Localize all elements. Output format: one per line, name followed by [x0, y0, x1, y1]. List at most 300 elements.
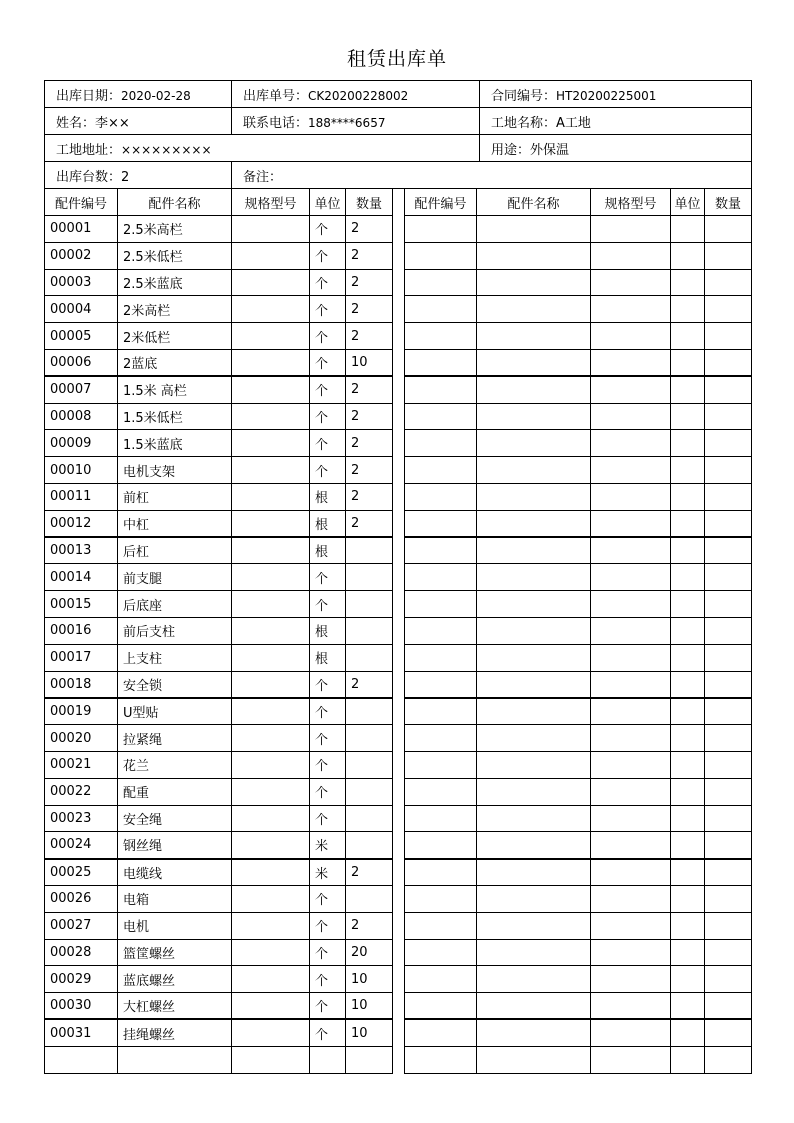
right-quantity-cell — [705, 725, 752, 752]
right-column-header-row — [405, 189, 752, 216]
items-table-left — [44, 188, 393, 1074]
right-unit-cell — [671, 644, 705, 671]
right-spec-model-cell — [591, 725, 671, 752]
right-part-code-cell — [405, 1019, 477, 1046]
left-quantity-cell — [346, 885, 393, 912]
left-part-name-cell: 安全锁 — [118, 671, 232, 698]
customer-name-cell — [45, 108, 232, 135]
right-unit-cell — [671, 778, 705, 805]
right-table-row — [405, 859, 752, 886]
left-spec-model-cell — [232, 751, 310, 778]
right-quantity-cell — [705, 805, 752, 832]
right-part-code-cell — [405, 832, 477, 859]
left-part-name-cell: 1.5米 高栏 — [118, 376, 232, 403]
left-part-name-cell: 2蓝底 — [118, 349, 232, 376]
right-spec-model-cell — [591, 859, 671, 886]
left-table-row — [45, 966, 393, 993]
phone-label: 联系电话： — [243, 115, 309, 131]
right-unit-cell — [671, 751, 705, 778]
left-unit-cell: 个 — [310, 805, 346, 832]
right-spec-model-cell — [591, 832, 671, 859]
left-spec-model-cell — [232, 966, 310, 993]
right-spec-model-cell — [591, 1019, 671, 1046]
left-spec-model-cell — [232, 457, 310, 484]
left-part-code-cell: 00008 — [45, 403, 118, 430]
right-unit-cell — [671, 216, 705, 243]
left-part-code-cell: 00019 — [45, 698, 118, 725]
left-quantity-cell: 2 — [346, 403, 393, 430]
left-header-quantity: 数量 — [346, 189, 393, 216]
right-part-name-cell — [477, 323, 591, 350]
document-title: 租赁出库单 — [346, 48, 447, 70]
left-quantity-cell: 2 — [346, 510, 393, 537]
right-part-code-cell — [405, 537, 477, 564]
right-part-code-cell — [405, 510, 477, 537]
right-table-row — [405, 805, 752, 832]
right-quantity-cell — [705, 216, 752, 243]
right-quantity-cell — [705, 1046, 752, 1073]
left-spec-model-cell — [232, 671, 310, 698]
site-name-label: 工地名称： — [491, 115, 557, 131]
right-unit-cell — [671, 242, 705, 269]
left-unit-cell: 个 — [310, 939, 346, 966]
left-spec-model-cell — [232, 832, 310, 859]
left-table-row — [45, 698, 393, 725]
left-table-row — [45, 349, 393, 376]
left-quantity-cell: 2 — [346, 671, 393, 698]
right-unit-cell — [671, 912, 705, 939]
right-part-name-cell — [477, 1019, 591, 1046]
right-header-unit: 单位 — [671, 189, 705, 216]
left-spec-model-cell — [232, 725, 310, 752]
right-quantity-cell — [705, 564, 752, 591]
right-part-code-cell — [405, 457, 477, 484]
left-part-name-cell: 2.5米高栏 — [118, 216, 232, 243]
left-table-row — [45, 805, 393, 832]
left-part-name-cell: 电机支架 — [118, 457, 232, 484]
right-spec-model-cell — [591, 805, 671, 832]
right-part-code-cell — [405, 403, 477, 430]
outbound-count-value: 2 — [121, 169, 130, 185]
left-quantity-cell — [346, 698, 393, 725]
right-table-row — [405, 671, 752, 698]
left-header-unit: 单位 — [310, 189, 346, 216]
left-part-name-cell: 后杠 — [118, 537, 232, 564]
left-part-code-cell: 00023 — [45, 805, 118, 832]
right-spec-model-cell — [591, 993, 671, 1020]
right-quantity-cell — [705, 349, 752, 376]
left-table-row — [45, 296, 393, 323]
right-part-code-cell — [405, 805, 477, 832]
left-spec-model-cell — [232, 269, 310, 296]
right-table-row — [405, 698, 752, 725]
right-quantity-cell — [705, 832, 752, 859]
left-part-name-cell: 电机 — [118, 912, 232, 939]
right-table-row — [405, 725, 752, 752]
right-table-row — [405, 510, 752, 537]
right-part-code-cell — [405, 912, 477, 939]
right-table-row — [405, 376, 752, 403]
left-spec-model-cell — [232, 564, 310, 591]
right-table-row — [405, 778, 752, 805]
left-table-row — [45, 591, 393, 618]
left-quantity-cell — [346, 751, 393, 778]
right-unit-cell — [671, 939, 705, 966]
left-unit-cell: 个 — [310, 564, 346, 591]
right-spec-model-cell — [591, 457, 671, 484]
right-part-name-cell — [477, 698, 591, 725]
customer-name-value: 李×× — [95, 115, 130, 131]
right-table-row — [405, 751, 752, 778]
right-part-name-cell — [477, 859, 591, 886]
left-unit-cell: 个 — [310, 216, 346, 243]
left-table-row — [45, 617, 393, 644]
right-spec-model-cell — [591, 376, 671, 403]
right-unit-cell — [671, 1046, 705, 1073]
left-table-row — [45, 430, 393, 457]
left-unit-cell: 个 — [310, 242, 346, 269]
left-part-code-cell: 00011 — [45, 483, 118, 510]
right-part-code-cell — [405, 725, 477, 752]
right-spec-model-cell — [591, 966, 671, 993]
right-table-row — [405, 993, 752, 1020]
left-unit-cell: 个 — [310, 993, 346, 1020]
left-spec-model-cell — [232, 644, 310, 671]
left-part-code-cell: 00012 — [45, 510, 118, 537]
site-address-label: 工地地址： — [56, 142, 122, 158]
left-unit-cell: 米 — [310, 832, 346, 859]
outbound-date-value: 2020-02-28 — [121, 88, 191, 103]
usage-value: 外保温 — [530, 142, 570, 158]
left-quantity-cell: 2 — [346, 912, 393, 939]
left-table-row — [45, 403, 393, 430]
left-quantity-cell: 2 — [346, 457, 393, 484]
outbound-date-label: 出库日期： — [56, 88, 122, 104]
left-table-row — [45, 483, 393, 510]
left-quantity-cell: 2 — [346, 296, 393, 323]
left-quantity-cell — [346, 725, 393, 752]
left-table-row — [45, 832, 393, 859]
left-spec-model-cell — [232, 323, 310, 350]
left-unit-cell: 个 — [310, 269, 346, 296]
right-unit-cell — [671, 966, 705, 993]
left-table-row — [45, 1046, 393, 1073]
phone-cell — [232, 108, 480, 135]
left-quantity-cell: 2 — [346, 483, 393, 510]
left-part-name-cell: 蓝底螺丝 — [118, 966, 232, 993]
right-part-name-cell — [477, 403, 591, 430]
right-part-name-cell — [477, 778, 591, 805]
left-quantity-cell: 2 — [346, 430, 393, 457]
right-table-row — [405, 591, 752, 618]
right-spec-model-cell — [591, 323, 671, 350]
left-unit-cell: 个 — [310, 778, 346, 805]
site-address-value: ××××××××× — [121, 142, 212, 157]
right-table-row — [405, 269, 752, 296]
right-unit-cell — [671, 403, 705, 430]
left-unit-cell: 根 — [310, 644, 346, 671]
left-quantity-cell — [346, 537, 393, 564]
right-unit-cell — [671, 859, 705, 886]
right-table-row — [405, 323, 752, 350]
right-spec-model-cell — [591, 296, 671, 323]
usage-cell — [480, 135, 752, 162]
right-part-name-cell — [477, 617, 591, 644]
right-unit-cell — [671, 349, 705, 376]
left-quantity-cell: 2 — [346, 269, 393, 296]
contract-number-label: 合同编号： — [491, 88, 557, 104]
left-part-code-cell: 00015 — [45, 591, 118, 618]
left-spec-model-cell — [232, 1019, 310, 1046]
left-part-code-cell: 00028 — [45, 939, 118, 966]
right-table-row — [405, 457, 752, 484]
right-quantity-cell — [705, 859, 752, 886]
contract-number-value: HT20200225001 — [556, 88, 657, 103]
left-table-row — [45, 912, 393, 939]
left-table-row — [45, 939, 393, 966]
right-quantity-cell — [705, 537, 752, 564]
right-unit-cell — [671, 725, 705, 752]
left-unit-cell: 个 — [310, 349, 346, 376]
left-table-row — [45, 537, 393, 564]
left-part-name-cell: 挂绳螺丝 — [118, 1019, 232, 1046]
right-part-code-cell — [405, 269, 477, 296]
right-spec-model-cell — [591, 617, 671, 644]
right-part-name-cell — [477, 939, 591, 966]
right-unit-cell — [671, 457, 705, 484]
right-table-row — [405, 242, 752, 269]
header-row-2 — [45, 108, 752, 135]
outbound-count-cell — [45, 162, 232, 189]
right-part-name-cell — [477, 591, 591, 618]
right-part-code-cell — [405, 939, 477, 966]
right-table-row — [405, 1046, 752, 1073]
right-unit-cell — [671, 376, 705, 403]
right-quantity-cell — [705, 617, 752, 644]
left-table-row — [45, 725, 393, 752]
right-part-name-cell — [477, 376, 591, 403]
left-spec-model-cell — [232, 483, 310, 510]
right-quantity-cell — [705, 403, 752, 430]
left-header-part-name: 配件名称 — [118, 189, 232, 216]
left-quantity-cell: 20 — [346, 939, 393, 966]
right-table-row — [405, 885, 752, 912]
left-part-name-cell: 前杠 — [118, 483, 232, 510]
left-spec-model-cell — [232, 430, 310, 457]
left-quantity-cell — [346, 832, 393, 859]
left-spec-model-cell — [232, 537, 310, 564]
right-spec-model-cell — [591, 510, 671, 537]
left-spec-model-cell — [232, 805, 310, 832]
left-part-code-cell: 00022 — [45, 778, 118, 805]
right-part-code-cell — [405, 483, 477, 510]
right-unit-cell — [671, 698, 705, 725]
right-quantity-cell — [705, 591, 752, 618]
right-unit-cell — [671, 832, 705, 859]
left-quantity-cell: 2 — [346, 323, 393, 350]
right-part-code-cell — [405, 671, 477, 698]
right-part-name-cell — [477, 1046, 591, 1073]
left-part-name-cell: 大杠螺丝 — [118, 993, 232, 1020]
right-unit-cell — [671, 510, 705, 537]
right-spec-model-cell — [591, 349, 671, 376]
right-table-row — [405, 216, 752, 243]
right-quantity-cell — [705, 457, 752, 484]
right-table-row — [405, 349, 752, 376]
left-quantity-cell — [346, 805, 393, 832]
right-unit-cell — [671, 323, 705, 350]
right-table-row — [405, 564, 752, 591]
right-part-name-cell — [477, 751, 591, 778]
left-table-row — [45, 376, 393, 403]
right-unit-cell — [671, 885, 705, 912]
right-part-code-cell — [405, 591, 477, 618]
right-table-row — [405, 832, 752, 859]
left-spec-model-cell — [232, 296, 310, 323]
remark-label: 备注： — [243, 169, 283, 185]
right-spec-model-cell — [591, 778, 671, 805]
right-part-name-cell — [477, 430, 591, 457]
left-spec-model-cell — [232, 1046, 310, 1073]
left-part-name-cell — [118, 1046, 232, 1073]
right-part-name-cell — [477, 457, 591, 484]
left-unit-cell — [310, 1046, 346, 1073]
right-part-code-cell — [405, 751, 477, 778]
left-spec-model-cell — [232, 698, 310, 725]
right-unit-cell — [671, 671, 705, 698]
right-quantity-cell — [705, 939, 752, 966]
left-part-name-cell: 安全绳 — [118, 805, 232, 832]
right-table-row — [405, 296, 752, 323]
right-table-row — [405, 617, 752, 644]
left-part-name-cell: 钢丝绳 — [118, 832, 232, 859]
left-spec-model-cell — [232, 859, 310, 886]
right-quantity-cell — [705, 885, 752, 912]
left-part-code-cell: 00030 — [45, 993, 118, 1020]
right-quantity-cell — [705, 242, 752, 269]
left-table-row — [45, 859, 393, 886]
phone-value: 188****6657 — [308, 115, 386, 130]
left-part-code-cell: 00005 — [45, 323, 118, 350]
left-table-row — [45, 644, 393, 671]
left-unit-cell: 米 — [310, 859, 346, 886]
outbound-count-label: 出库台数： — [56, 169, 122, 185]
left-header-part-code: 配件编号 — [45, 189, 118, 216]
left-table-row — [45, 993, 393, 1020]
right-spec-model-cell — [591, 242, 671, 269]
left-part-code-cell: 00026 — [45, 885, 118, 912]
left-part-name-cell: 花兰 — [118, 751, 232, 778]
right-spec-model-cell — [591, 644, 671, 671]
header-table — [44, 80, 752, 189]
right-spec-model-cell — [591, 403, 671, 430]
right-part-code-cell — [405, 216, 477, 243]
right-header-part-code: 配件编号 — [405, 189, 477, 216]
right-part-code-cell — [405, 644, 477, 671]
left-quantity-cell — [346, 778, 393, 805]
left-spec-model-cell — [232, 939, 310, 966]
left-spec-model-cell — [232, 403, 310, 430]
right-part-name-cell — [477, 564, 591, 591]
left-part-code-cell: 00007 — [45, 376, 118, 403]
items-table-right — [404, 188, 752, 1074]
left-quantity-cell — [346, 617, 393, 644]
left-unit-cell: 个 — [310, 403, 346, 430]
right-part-code-cell — [405, 885, 477, 912]
right-part-name-cell — [477, 671, 591, 698]
left-quantity-cell — [346, 1046, 393, 1073]
right-table-row — [405, 430, 752, 457]
right-spec-model-cell — [591, 671, 671, 698]
right-spec-model-cell — [591, 912, 671, 939]
left-unit-cell: 个 — [310, 430, 346, 457]
left-unit-cell: 个 — [310, 376, 346, 403]
left-part-name-cell: 电缆线 — [118, 859, 232, 886]
right-unit-cell — [671, 805, 705, 832]
left-quantity-cell — [346, 591, 393, 618]
usage-label: 用途： — [491, 142, 531, 158]
left-header-spec-model: 规格型号 — [232, 189, 310, 216]
right-part-code-cell — [405, 993, 477, 1020]
right-part-name-cell — [477, 296, 591, 323]
left-quantity-cell: 2 — [346, 242, 393, 269]
left-spec-model-cell — [232, 510, 310, 537]
left-spec-model-cell — [232, 376, 310, 403]
left-part-name-cell: 1.5米低栏 — [118, 403, 232, 430]
right-quantity-cell — [705, 644, 752, 671]
left-table-row — [45, 269, 393, 296]
right-unit-cell — [671, 483, 705, 510]
left-quantity-cell — [346, 644, 393, 671]
left-unit-cell: 个 — [310, 885, 346, 912]
right-header-quantity: 数量 — [705, 189, 752, 216]
left-part-name-cell: 1.5米蓝底 — [118, 430, 232, 457]
left-part-code-cell: 00009 — [45, 430, 118, 457]
left-part-code-cell: 00002 — [45, 242, 118, 269]
left-part-code-cell: 00024 — [45, 832, 118, 859]
right-quantity-cell — [705, 510, 752, 537]
header-row-3 — [45, 135, 752, 162]
right-part-name-cell — [477, 216, 591, 243]
right-part-name-cell — [477, 805, 591, 832]
left-spec-model-cell — [232, 349, 310, 376]
left-unit-cell: 根 — [310, 483, 346, 510]
left-unit-cell: 个 — [310, 751, 346, 778]
left-part-code-cell: 00020 — [45, 725, 118, 752]
left-unit-cell: 个 — [310, 698, 346, 725]
right-unit-cell — [671, 591, 705, 618]
left-part-code-cell: 00006 — [45, 349, 118, 376]
right-quantity-cell — [705, 778, 752, 805]
left-table-row — [45, 510, 393, 537]
right-part-name-cell — [477, 725, 591, 752]
left-part-name-cell: 2.5米低栏 — [118, 242, 232, 269]
right-quantity-cell — [705, 376, 752, 403]
header-row-1 — [45, 81, 752, 108]
right-unit-cell — [671, 430, 705, 457]
left-table-row — [45, 671, 393, 698]
left-part-code-cell: 00001 — [45, 216, 118, 243]
right-part-code-cell — [405, 564, 477, 591]
left-unit-cell: 根 — [310, 510, 346, 537]
left-spec-model-cell — [232, 993, 310, 1020]
left-unit-cell: 个 — [310, 671, 346, 698]
left-table-row — [45, 1019, 393, 1046]
left-table-row — [45, 242, 393, 269]
left-unit-cell: 个 — [310, 457, 346, 484]
left-unit-cell: 个 — [310, 966, 346, 993]
right-part-code-cell — [405, 296, 477, 323]
